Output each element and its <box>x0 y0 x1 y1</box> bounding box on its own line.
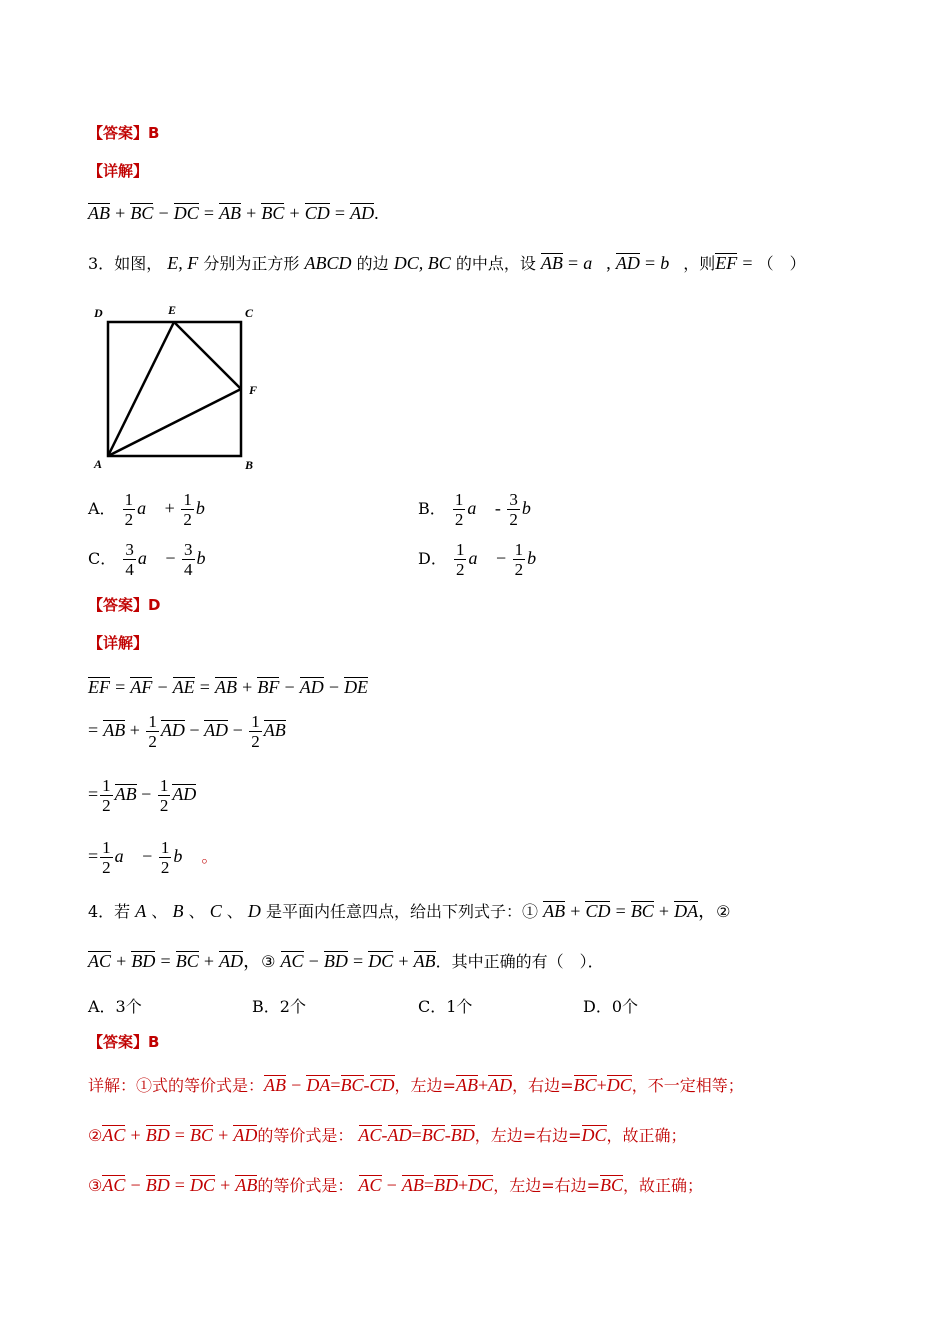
label-f: F <box>249 383 258 397</box>
q3-option-c: C． $\frac{3}{4}$ a⃗ − $\frac{3}{4}$ b⃗ <box>88 540 220 579</box>
q3-option-b: B． $\frac{1}{2}$ a⃗ - $\frac{3}{2}$ b⃗ <box>418 490 545 529</box>
label-c: C <box>245 306 254 320</box>
label-e: E <box>168 303 177 317</box>
q3-step-1: EF = AF − AE = AB + BF − AD − DE <box>88 677 369 697</box>
q4-detail-2: ②AC + BD = BC + AD的等价式是： AC-AD=BC-BD，左边=右边=DC，故正确； <box>88 1125 687 1145</box>
q2-answer-label: 【答案】B <box>88 124 160 142</box>
square-figure <box>88 300 278 480</box>
q3-step-4: = $\frac{1}{2}$ a⃗ − $\frac{1}{2}$ b⃗ 。 <box>88 838 218 877</box>
q3-option-d: D． $\frac{1}{2}$ a⃗ − $\frac{1}{2}$ b⃗ <box>418 540 551 579</box>
q4-option-b: B．2个 <box>252 997 306 1016</box>
q4-option-c: C．1个 <box>418 997 473 1016</box>
q4-detail-1: 详解：①式的等价式是：AB − DA=BC-CD，左边=AB+AD，右边=BC+DC，不一定相等； <box>88 1075 744 1095</box>
label-a: A <box>94 457 103 471</box>
q4-option-d: D．0个 <box>583 997 639 1016</box>
q4-answer-label: 【答案】B <box>88 1033 160 1051</box>
q4-detail-3: ③AC − BD = DC + AB的等价式是： AC − AB=BD+DC，左边=右边=BC，故正确； <box>88 1175 704 1195</box>
q4-option-a: A．3个 <box>88 997 142 1016</box>
label-d: D <box>94 306 103 320</box>
q3-detail-label: 【详解】 <box>88 634 149 652</box>
q2-detail-formula: AB + BC − DC = AB + BC + CD = AD. <box>88 203 379 223</box>
q3-option-a: A． $\frac{1}{2}$ a⃗ + $\frac{1}{2}$ b⃗ <box>88 490 219 529</box>
q3-stem: 3．如图， E, F 分别为正方形 ABCD 的边 DC, BC 的中点，设 AB = a⃗, AD = b⃗，则EF = （ ） <box>88 253 806 273</box>
q4-stem-line-1: 4．若 A 、 B 、 C 、 D 是平面内任意四点，给出下列式子：① AB + CD = BC + DA，② <box>88 901 731 921</box>
q3-step-3: = $\frac{1}{2}$ AB − $\frac{1}{2}$ AD <box>88 776 197 815</box>
label-b: B <box>245 458 254 472</box>
q2-detail-label: 【详解】 <box>88 162 149 180</box>
q3-step-2: = AB + $\frac{1}{2}$ AD − AD − $\frac{1}{2}$ AB <box>88 712 286 751</box>
q3-answer-label: 【答案】D <box>88 596 161 614</box>
q4-stem-line-2: AC + BD = BC + AD，③ AC − BD = DC + AB．其中正确的有（ ）． <box>88 951 604 971</box>
